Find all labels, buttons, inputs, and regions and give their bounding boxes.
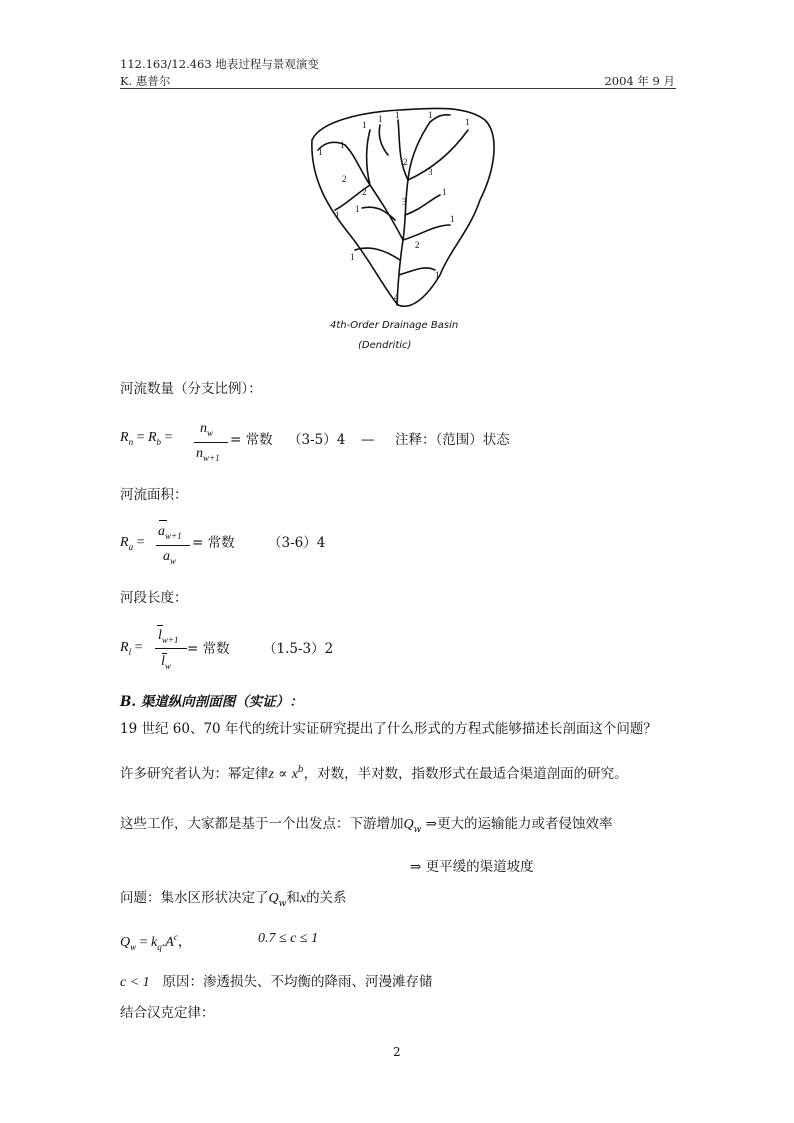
eq-symbol: R xyxy=(147,430,157,445)
order-label: 1 xyxy=(362,120,367,130)
eq1-denominator: $n_{w+1}$ xyxy=(196,446,220,463)
eq3-numerator: $l_{w+1}$ xyxy=(158,628,179,645)
drainage-basin-figure xyxy=(300,100,510,360)
header-rule xyxy=(120,88,676,89)
order-label: 1 xyxy=(442,187,447,197)
order-label: 1 xyxy=(335,210,340,220)
paragraph-4: ⇒ 更平缓的渠道坡度 xyxy=(410,859,534,875)
eq-symbol: R xyxy=(120,430,129,445)
section-b-heading: B. 渠道纵向剖面图（实证）： xyxy=(120,694,303,710)
figure-label: 4th-Order Drainage Basin xyxy=(330,320,459,331)
overbar xyxy=(157,625,163,626)
course-title: 112.163/12.463 地表过程与景观演变 xyxy=(120,57,319,71)
segment-length-heading: 河段长度： xyxy=(120,590,188,606)
order-label: 2 xyxy=(403,157,408,167)
eq2-constant: = 常数 xyxy=(192,535,235,551)
order-label: 1 xyxy=(378,114,383,124)
paragraph-2: 许多研究者认为：幂定律$z \propto x^b$，对数，半对数，指数形式在最适合渠道剖面的研究。 xyxy=(120,765,628,782)
paragraph-3: 这些工作，大家都是基于一个出发点：下游增加$Q_w$ ⇒更大的运输能力或者侵蚀效率 xyxy=(120,816,613,835)
eq1-note: 注释：（范围）状态 xyxy=(395,432,510,448)
page-number: 2 xyxy=(393,1045,401,1059)
order-label: 1 xyxy=(340,140,345,150)
eq2-denominator: $a_w$ xyxy=(163,549,177,566)
eq3-constant: = 常数 xyxy=(187,641,230,657)
eq1-constant: = 常数 xyxy=(230,432,273,448)
paragraph-7: 结合汉克定律： xyxy=(120,1005,215,1021)
eq-subscript: b xyxy=(156,437,162,447)
c-range: 0.7 ≤ c ≤ 1 xyxy=(258,931,319,946)
equation-3-5: $R_n = R_b$ = xyxy=(120,430,173,447)
eq1-reference: （3-5）4 xyxy=(288,432,346,448)
order-label: 2 xyxy=(415,240,420,250)
eq1-numerator: $n_w$ xyxy=(200,421,214,438)
header-date: 2004 年 9 月 xyxy=(604,74,675,88)
order-label: 3 xyxy=(402,197,407,207)
equation-1-5-3: $R_l$ = xyxy=(120,640,143,657)
fraction-bar xyxy=(155,648,187,649)
author-name: K. 惠普尔 xyxy=(120,74,171,88)
order-label: 3 xyxy=(428,167,433,177)
figure-sublabel: (Dendritic) xyxy=(358,340,412,351)
eq2-numerator: $a_{w+1}$ xyxy=(158,524,182,541)
fraction-bar xyxy=(194,442,228,443)
eq-subscript: n xyxy=(128,437,134,447)
order-label: 4 xyxy=(394,292,399,302)
overbar xyxy=(159,520,167,521)
order-label: 1 xyxy=(450,214,455,224)
stream-area-heading: 河流面积： xyxy=(120,487,188,503)
equation-discharge-area: $Q_w = k_q.A^c$， xyxy=(120,932,192,952)
order-label: 2 xyxy=(342,174,347,184)
order-label: 1 xyxy=(435,270,440,280)
paragraph-1: 19 世纪 60、70 年代的统计实证研究提出了什么形式的方程式能够描述长剖面这个问题？ xyxy=(120,721,657,737)
order-label: 1 xyxy=(395,110,400,120)
paragraph-5: 问题：集水区形状决定了$Q_w$和x的关系 xyxy=(120,890,347,909)
eq3-reference: （1.5-3）2 xyxy=(263,641,334,657)
eq2-reference: （3-6）4 xyxy=(268,535,326,551)
order-label: 1 xyxy=(318,147,323,157)
equation-3-6: $R_a$ = xyxy=(120,535,145,552)
paragraph-6: c < 1 原因：渗透损失、不均衡的降雨、河漫滩存储 xyxy=(120,974,433,990)
order-label: 1 xyxy=(350,252,355,262)
eq3-denominator: $l_w$ xyxy=(161,654,171,671)
order-label: 2 xyxy=(362,187,367,197)
order-label: 1 xyxy=(355,204,360,214)
stream-number-heading: 河流数量（分支比例）： xyxy=(120,381,262,397)
fraction-bar xyxy=(156,545,190,546)
order-label: 1 xyxy=(465,117,470,127)
order-label: 1 xyxy=(428,110,433,120)
eq1-dash: — xyxy=(361,432,375,448)
